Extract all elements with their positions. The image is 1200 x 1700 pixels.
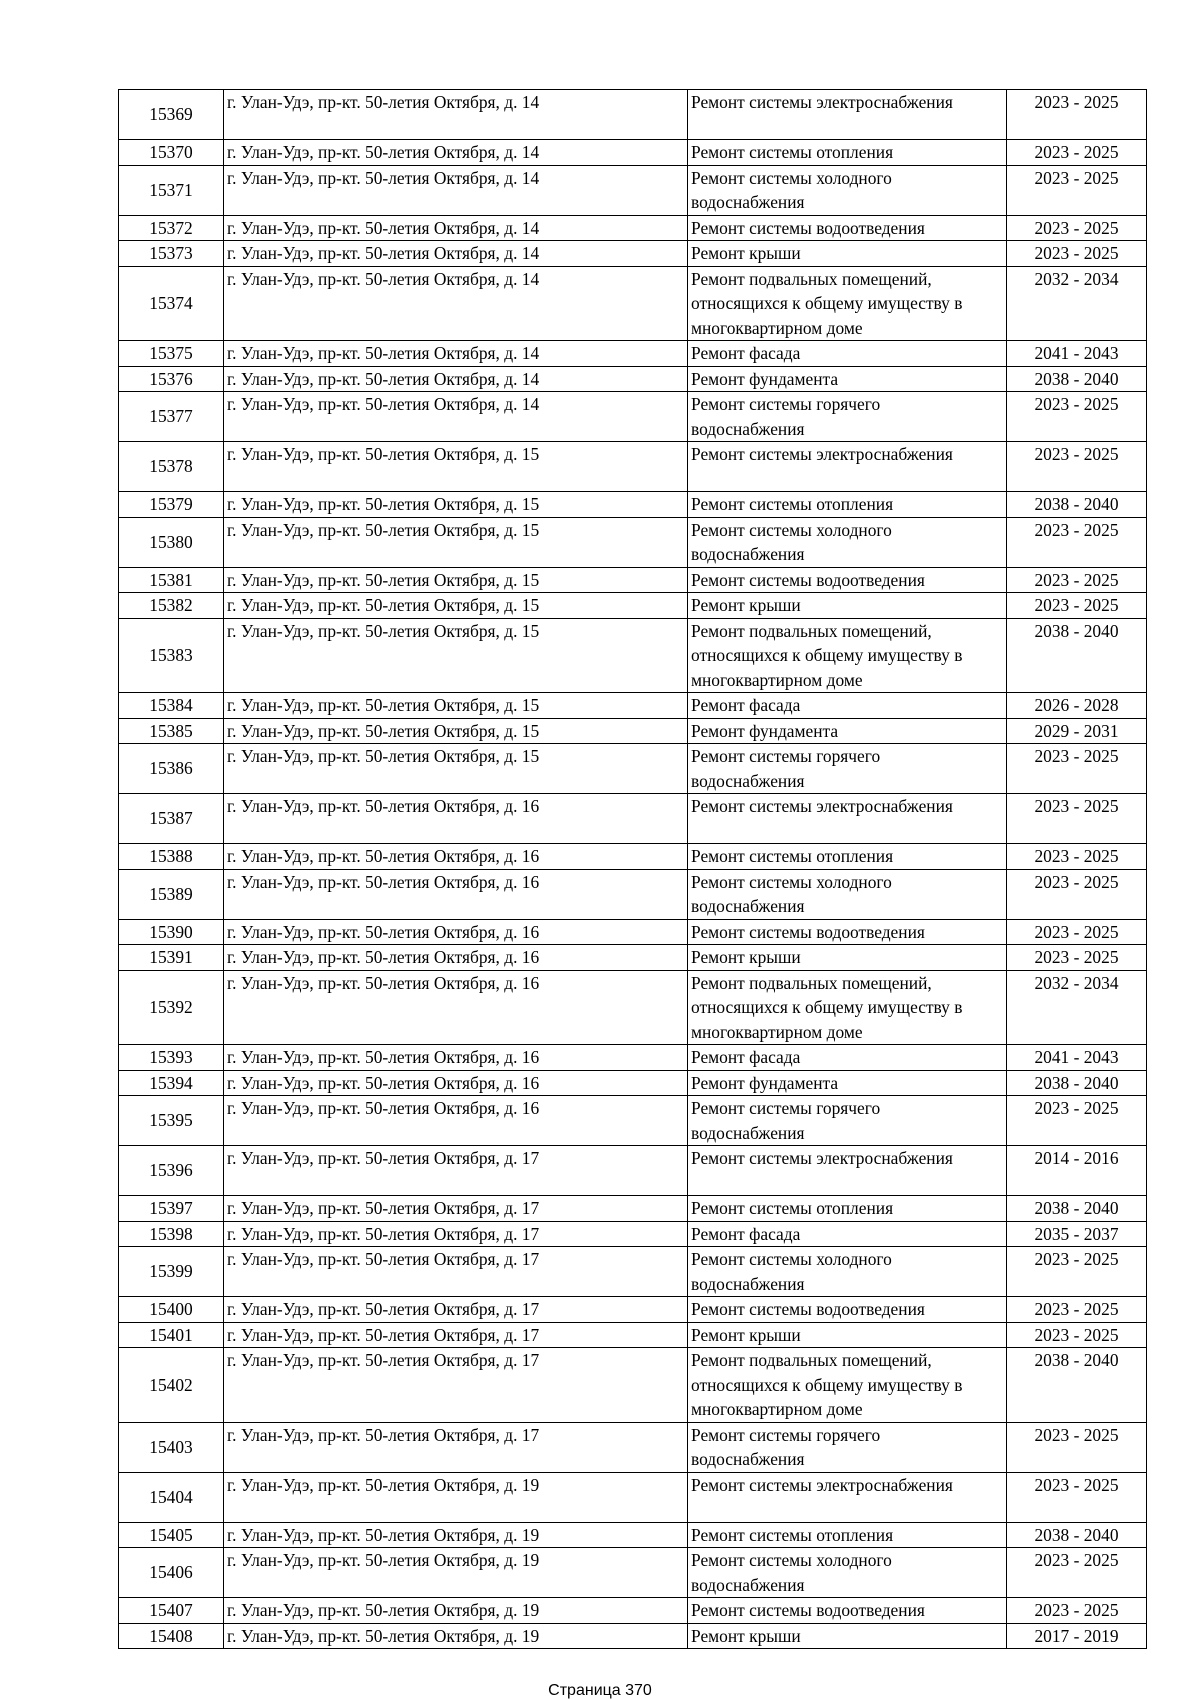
table-row	[119, 1522, 1147, 1548]
address-cell: г. Улан-Удэ, пр-кт. 50-летия Октября, д. 16	[224, 970, 688, 1045]
address-cell: г. Улан-Удэ, пр-кт. 50-летия Октября, д. 17	[224, 1322, 688, 1348]
row-number-cell: 15400	[119, 1297, 224, 1323]
work-type-cell: Ремонт крыши	[688, 1322, 1007, 1348]
period-cell: 2041 - 2043	[1007, 341, 1147, 367]
address-cell: г. Улан-Удэ, пр-кт. 50-летия Октября, д. 17	[224, 1146, 688, 1196]
work-type-cell: Ремонт системы горячего водоснабжения	[688, 392, 1007, 442]
work-type-cell: Ремонт системы холодного водоснабжения	[688, 165, 1007, 215]
period-cell: 2023 - 2025	[1007, 140, 1147, 166]
period-cell: 2038 - 2040	[1007, 1522, 1147, 1548]
table-row	[119, 1247, 1147, 1297]
table-row	[119, 1348, 1147, 1423]
address-cell: г. Улан-Удэ, пр-кт. 50-летия Октября, д. 14	[224, 165, 688, 215]
row-number-cell: 15407	[119, 1598, 224, 1624]
repair-schedule-table	[118, 89, 1147, 1649]
period-cell: 2017 - 2019	[1007, 1623, 1147, 1649]
table-row	[119, 1070, 1147, 1096]
row-number-cell: 15369	[119, 90, 224, 140]
row-number-cell: 15390	[119, 919, 224, 945]
row-number-cell: 15391	[119, 945, 224, 971]
table-row	[119, 1598, 1147, 1624]
row-number-cell: 15395	[119, 1096, 224, 1146]
row-number-cell: 15380	[119, 517, 224, 567]
work-type-cell: Ремонт системы горячего водоснабжения	[688, 744, 1007, 794]
work-type-cell: Ремонт системы водоотведения	[688, 567, 1007, 593]
period-cell: 2023 - 2025	[1007, 241, 1147, 267]
row-number-cell: 15408	[119, 1623, 224, 1649]
row-number-cell: 15386	[119, 744, 224, 794]
table-row	[119, 618, 1147, 693]
period-cell: 2023 - 2025	[1007, 1322, 1147, 1348]
period-cell: 2023 - 2025	[1007, 794, 1147, 844]
period-cell: 2023 - 2025	[1007, 1096, 1147, 1146]
period-cell: 2026 - 2028	[1007, 693, 1147, 719]
period-cell: 2023 - 2025	[1007, 165, 1147, 215]
table-row	[119, 1196, 1147, 1222]
period-cell: 2023 - 2025	[1007, 593, 1147, 619]
work-type-cell: Ремонт системы холодного водоснабжения	[688, 1247, 1007, 1297]
period-cell: 2029 - 2031	[1007, 718, 1147, 744]
work-type-cell: Ремонт системы холодного водоснабжения	[688, 1548, 1007, 1598]
period-cell: 2023 - 2025	[1007, 1422, 1147, 1472]
period-cell: 2023 - 2025	[1007, 945, 1147, 971]
row-number-cell: 15393	[119, 1045, 224, 1071]
row-number-cell: 15406	[119, 1548, 224, 1598]
period-cell: 2023 - 2025	[1007, 1472, 1147, 1522]
table-row	[119, 718, 1147, 744]
address-cell: г. Улан-Удэ, пр-кт. 50-летия Октября, д. 17	[224, 1247, 688, 1297]
work-type-cell: Ремонт фундамента	[688, 718, 1007, 744]
work-type-cell: Ремонт фасада	[688, 693, 1007, 719]
table-row	[119, 844, 1147, 870]
work-type-cell: Ремонт фундамента	[688, 366, 1007, 392]
address-cell: г. Улан-Удэ, пр-кт. 50-летия Октября, д. 17	[224, 1297, 688, 1323]
table-row	[119, 140, 1147, 166]
period-cell: 2038 - 2040	[1007, 492, 1147, 518]
address-cell: г. Улан-Удэ, пр-кт. 50-летия Октября, д. 14	[224, 241, 688, 267]
period-cell: 2023 - 2025	[1007, 744, 1147, 794]
table-row	[119, 492, 1147, 518]
table-row	[119, 266, 1147, 341]
table-row	[119, 567, 1147, 593]
address-cell: г. Улан-Удэ, пр-кт. 50-летия Октября, д. 19	[224, 1472, 688, 1522]
table-row	[119, 90, 1147, 140]
period-cell: 2038 - 2040	[1007, 366, 1147, 392]
work-type-cell: Ремонт фундамента	[688, 1070, 1007, 1096]
period-cell: 2023 - 2025	[1007, 90, 1147, 140]
row-number-cell: 15374	[119, 266, 224, 341]
row-number-cell: 15396	[119, 1146, 224, 1196]
row-number-cell: 15377	[119, 392, 224, 442]
period-cell: 2023 - 2025	[1007, 442, 1147, 492]
table-row	[119, 366, 1147, 392]
work-type-cell: Ремонт системы водоотведения	[688, 919, 1007, 945]
address-cell: г. Улан-Удэ, пр-кт. 50-летия Октября, д. 14	[224, 366, 688, 392]
row-number-cell: 15397	[119, 1196, 224, 1222]
row-number-cell: 15378	[119, 442, 224, 492]
period-cell: 2023 - 2025	[1007, 215, 1147, 241]
address-cell: г. Улан-Удэ, пр-кт. 50-летия Октября, д. 16	[224, 844, 688, 870]
work-type-cell: Ремонт подвальных помещений, относящихся к общему имуществу в многоквартирном доме	[688, 618, 1007, 693]
address-cell: г. Улан-Удэ, пр-кт. 50-летия Октября, д. 14	[224, 341, 688, 367]
address-cell: г. Улан-Удэ, пр-кт. 50-летия Октября, д. 15	[224, 693, 688, 719]
row-number-cell: 15371	[119, 165, 224, 215]
address-cell: г. Улан-Удэ, пр-кт. 50-летия Октября, д. 16	[224, 869, 688, 919]
period-cell: 2032 - 2034	[1007, 970, 1147, 1045]
table-row	[119, 215, 1147, 241]
table-row	[119, 945, 1147, 971]
table-row	[119, 1096, 1147, 1146]
period-cell: 2032 - 2034	[1007, 266, 1147, 341]
work-type-cell: Ремонт фасада	[688, 341, 1007, 367]
period-cell: 2023 - 2025	[1007, 1297, 1147, 1323]
work-type-cell: Ремонт системы электроснабжения	[688, 90, 1007, 140]
table-row	[119, 241, 1147, 267]
period-cell: 2041 - 2043	[1007, 1045, 1147, 1071]
address-cell: г. Улан-Удэ, пр-кт. 50-летия Октября, д. 15	[224, 718, 688, 744]
table-body	[119, 90, 1147, 1649]
work-type-cell: Ремонт системы отопления	[688, 844, 1007, 870]
table-row	[119, 693, 1147, 719]
table-row	[119, 1045, 1147, 1071]
work-type-cell: Ремонт крыши	[688, 241, 1007, 267]
period-cell: 2023 - 2025	[1007, 869, 1147, 919]
row-number-cell: 15404	[119, 1472, 224, 1522]
row-number-cell: 15381	[119, 567, 224, 593]
address-cell: г. Улан-Удэ, пр-кт. 50-летия Октября, д. 15	[224, 442, 688, 492]
work-type-cell: Ремонт системы электроснабжения	[688, 1146, 1007, 1196]
address-cell: г. Улан-Удэ, пр-кт. 50-летия Октября, д. 14	[224, 215, 688, 241]
table-row	[119, 341, 1147, 367]
row-number-cell: 15375	[119, 341, 224, 367]
address-cell: г. Улан-Удэ, пр-кт. 50-летия Октября, д. 14	[224, 140, 688, 166]
address-cell: г. Улан-Удэ, пр-кт. 50-летия Октября, д. 15	[224, 618, 688, 693]
address-cell: г. Улан-Удэ, пр-кт. 50-летия Октября, д. 16	[224, 945, 688, 971]
row-number-cell: 15389	[119, 869, 224, 919]
period-cell: 2035 - 2037	[1007, 1221, 1147, 1247]
work-type-cell: Ремонт подвальных помещений, относящихся к общему имуществу в многоквартирном доме	[688, 1348, 1007, 1423]
work-type-cell: Ремонт фасада	[688, 1221, 1007, 1247]
work-type-cell: Ремонт системы отопления	[688, 1196, 1007, 1222]
table-row	[119, 970, 1147, 1045]
row-number-cell: 15399	[119, 1247, 224, 1297]
address-cell: г. Улан-Удэ, пр-кт. 50-летия Октября, д. 14	[224, 90, 688, 140]
work-type-cell: Ремонт системы горячего водоснабжения	[688, 1422, 1007, 1472]
row-number-cell: 15398	[119, 1221, 224, 1247]
row-number-cell: 15403	[119, 1422, 224, 1472]
period-cell: 2023 - 2025	[1007, 1548, 1147, 1598]
row-number-cell: 15385	[119, 718, 224, 744]
period-cell: 2023 - 2025	[1007, 392, 1147, 442]
row-number-cell: 15376	[119, 366, 224, 392]
row-number-cell: 15383	[119, 618, 224, 693]
address-cell: г. Улан-Удэ, пр-кт. 50-летия Октября, д. 17	[224, 1348, 688, 1423]
table-row	[119, 794, 1147, 844]
work-type-cell: Ремонт системы водоотведения	[688, 1297, 1007, 1323]
address-cell: г. Улан-Удэ, пр-кт. 50-летия Октября, д. 15	[224, 593, 688, 619]
address-cell: г. Улан-Удэ, пр-кт. 50-летия Октября, д. 15	[224, 492, 688, 518]
table-row	[119, 1623, 1147, 1649]
work-type-cell: Ремонт крыши	[688, 593, 1007, 619]
table-row	[119, 1422, 1147, 1472]
work-type-cell: Ремонт системы отопления	[688, 140, 1007, 166]
period-cell: 2023 - 2025	[1007, 517, 1147, 567]
period-cell: 2023 - 2025	[1007, 1247, 1147, 1297]
address-cell: г. Улан-Удэ, пр-кт. 50-летия Октября, д. 16	[224, 1070, 688, 1096]
address-cell: г. Улан-Удэ, пр-кт. 50-летия Октября, д. 16	[224, 794, 688, 844]
work-type-cell: Ремонт системы отопления	[688, 492, 1007, 518]
work-type-cell: Ремонт системы электроснабжения	[688, 1472, 1007, 1522]
row-number-cell: 15392	[119, 970, 224, 1045]
address-cell: г. Улан-Удэ, пр-кт. 50-летия Октября, д. 16	[224, 919, 688, 945]
work-type-cell: Ремонт крыши	[688, 945, 1007, 971]
address-cell: г. Улан-Удэ, пр-кт. 50-летия Октября, д. 19	[224, 1623, 688, 1649]
row-number-cell: 15382	[119, 593, 224, 619]
table-row	[119, 869, 1147, 919]
work-type-cell: Ремонт системы электроснабжения	[688, 442, 1007, 492]
table-row	[119, 1297, 1147, 1323]
row-number-cell: 15379	[119, 492, 224, 518]
address-cell: г. Улан-Удэ, пр-кт. 50-летия Октября, д. 19	[224, 1598, 688, 1624]
work-type-cell: Ремонт системы водоотведения	[688, 1598, 1007, 1624]
work-type-cell: Ремонт системы электроснабжения	[688, 794, 1007, 844]
table-row	[119, 1548, 1147, 1598]
address-cell: г. Улан-Удэ, пр-кт. 50-летия Октября, д. 19	[224, 1522, 688, 1548]
period-cell: 2038 - 2040	[1007, 1348, 1147, 1423]
work-type-cell: Ремонт системы холодного водоснабжения	[688, 517, 1007, 567]
address-cell: г. Улан-Удэ, пр-кт. 50-летия Октября, д. 14	[224, 392, 688, 442]
work-type-cell: Ремонт подвальных помещений, относящихся к общему имуществу в многоквартирном доме	[688, 970, 1007, 1045]
work-type-cell: Ремонт системы водоотведения	[688, 215, 1007, 241]
table-row	[119, 919, 1147, 945]
address-cell: г. Улан-Удэ, пр-кт. 50-летия Октября, д. 15	[224, 744, 688, 794]
row-number-cell: 15405	[119, 1522, 224, 1548]
period-cell: 2023 - 2025	[1007, 844, 1147, 870]
period-cell: 2014 - 2016	[1007, 1146, 1147, 1196]
period-cell: 2023 - 2025	[1007, 567, 1147, 593]
table-row	[119, 392, 1147, 442]
work-type-cell: Ремонт крыши	[688, 1623, 1007, 1649]
row-number-cell: 15388	[119, 844, 224, 870]
row-number-cell: 15372	[119, 215, 224, 241]
work-type-cell: Ремонт системы горячего водоснабжения	[688, 1096, 1007, 1146]
period-cell: 2038 - 2040	[1007, 618, 1147, 693]
table-row	[119, 593, 1147, 619]
work-type-cell: Ремонт подвальных помещений, относящихся к общему имуществу в многоквартирном доме	[688, 266, 1007, 341]
row-number-cell: 15384	[119, 693, 224, 719]
work-type-cell: Ремонт фасада	[688, 1045, 1007, 1071]
address-cell: г. Улан-Удэ, пр-кт. 50-летия Октября, д. 16	[224, 1096, 688, 1146]
address-cell: г. Улан-Удэ, пр-кт. 50-летия Октября, д. 15	[224, 567, 688, 593]
table-row	[119, 1146, 1147, 1196]
period-cell: 2023 - 2025	[1007, 919, 1147, 945]
address-cell: г. Улан-Удэ, пр-кт. 50-летия Октября, д. 17	[224, 1422, 688, 1472]
address-cell: г. Улан-Удэ, пр-кт. 50-летия Октября, д. 16	[224, 1045, 688, 1071]
table-row	[119, 1322, 1147, 1348]
table-row	[119, 165, 1147, 215]
address-cell: г. Улан-Удэ, пр-кт. 50-летия Октября, д. 14	[224, 266, 688, 341]
row-number-cell: 15401	[119, 1322, 224, 1348]
table-row	[119, 1472, 1147, 1522]
row-number-cell: 15387	[119, 794, 224, 844]
table-row	[119, 1221, 1147, 1247]
period-cell: 2023 - 2025	[1007, 1598, 1147, 1624]
address-cell: г. Улан-Удэ, пр-кт. 50-летия Октября, д. 15	[224, 517, 688, 567]
page-number: Страница 370	[548, 1682, 652, 1699]
row-number-cell: 15394	[119, 1070, 224, 1096]
work-type-cell: Ремонт системы отопления	[688, 1522, 1007, 1548]
table-row	[119, 744, 1147, 794]
row-number-cell: 15370	[119, 140, 224, 166]
address-cell: г. Улан-Удэ, пр-кт. 50-летия Октября, д. 19	[224, 1548, 688, 1598]
table-row	[119, 442, 1147, 492]
address-cell: г. Улан-Удэ, пр-кт. 50-летия Октября, д. 17	[224, 1221, 688, 1247]
work-type-cell: Ремонт системы холодного водоснабжения	[688, 869, 1007, 919]
period-cell: 2038 - 2040	[1007, 1196, 1147, 1222]
period-cell: 2038 - 2040	[1007, 1070, 1147, 1096]
row-number-cell: 15373	[119, 241, 224, 267]
table-row	[119, 517, 1147, 567]
address-cell: г. Улан-Удэ, пр-кт. 50-летия Октября, д. 17	[224, 1196, 688, 1222]
row-number-cell: 15402	[119, 1348, 224, 1423]
